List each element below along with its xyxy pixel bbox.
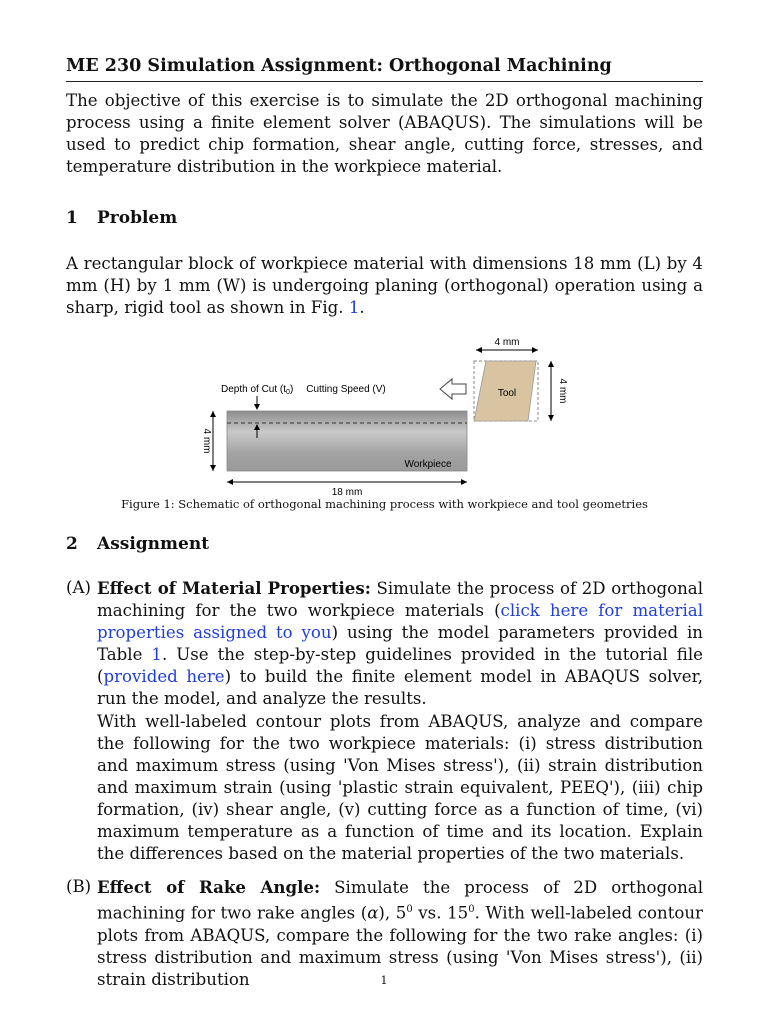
cutting-speed-label: Cutting Speed (V): [306, 384, 386, 395]
intro-paragraph: The objective of this exercise is to simulate the 2D orthogonal machining process using a finite element solver (ABAQUS). The simulations will be used to predict chip formation, shear angle, cutting force, stresses, and temperature distribution in the workpiece material.: [66, 91, 703, 176]
workpiece-height-label: 4 mm: [201, 428, 212, 454]
machining-schematic-figure: [66, 330, 703, 500]
depth-of-cut-label: Depth of Cut $(t_0)$: [221, 384, 294, 396]
item-label: (B): [66, 877, 92, 896]
arrow-up-icon: [210, 411, 216, 417]
tool-width-label: 4 mm: [494, 337, 520, 348]
problem-paragraph: [66, 253, 703, 319]
arrow-down-icon: [548, 415, 554, 421]
tutorial-file-link[interactable]: provided here: [103, 667, 225, 686]
tool-label: Tool: [497, 388, 517, 399]
table-reference-link[interactable]: 1: [151, 645, 162, 664]
tool-height-label: 4 mm: [557, 378, 568, 404]
section-number: 2: [66, 534, 78, 554]
problem-end: .: [359, 298, 365, 317]
item-b-paragraph: Effect of Rake Angle: Simulate the process of 2D orthogonal machining for two rake angles (α), $5^0$ vs. $15^0$. With well-labeled contour plots from ABAQUS, compare the following for the two rake angles: (i) stress distribution and maximum stress (using 'Von Mises stress'), (ii) strain distribution: [97, 877, 704, 989]
section-number: 1: [66, 208, 78, 228]
figure-reference-link[interactable]: 1: [348, 298, 360, 317]
section-1-heading: [66, 208, 177, 228]
item-b-heading: Effect of Rake Angle:: [97, 877, 321, 897]
workpiece-length-label: 18 mm: [331, 487, 363, 498]
arrow-right-icon: [461, 479, 467, 485]
figure-caption: Figure 1: Schematic of orthogonal machining process with workpiece and tool geometries: [121, 497, 648, 511]
arrow-down-icon: [210, 465, 216, 471]
item-a-paragraph-2: With well-labeled contour plots from ABAQUS, analyze and compare the following for the two workpiece materials: (i) stress distribution and maximum stress (using 'Von Mises stress'), (ii) strain distribution and maximum strain (using 'plastic strain equivalent, PEEQ'), (iii) chip formation, (iv) shear angle, (v) cutting force as a function of time, (vi) maximum temperature as a function of time and its location. Explain the differences based on the material properties of the two materials.: [97, 712, 703, 863]
page-number: 1: [380, 974, 388, 987]
problem-text: A rectangular block of workpiece material with dimensions 18 mm (L) by 4 mm (H) by 1 mm (W) is undergoing planing (orthogonal) operation using a sharp, rigid tool as shown in Fig.: [66, 254, 703, 317]
section-title: Assignment: [97, 534, 210, 554]
arrow-left-icon: [227, 479, 233, 485]
arrow-right-icon: [532, 347, 538, 353]
workpiece-label: Workpiece: [404, 459, 452, 470]
section-2-heading: [66, 534, 209, 554]
section-title: Problem: [97, 208, 178, 228]
item-a-paragraph-1: Effect of Material Properties: Simulate the process of 2D orthogonal machining for the two workpiece materials (click here for material properties assigned to you) using the model parameters provided in Table 1. Use the step-by-step guidelines provided in the tutorial file (provided here) to build the finite element model in ABAQUS solver, run the model, and analyze the results.: [97, 578, 704, 708]
item-a-heading: Effect of Material Properties:: [97, 578, 371, 598]
material-properties-link[interactable]: click here for material properties assigned to you: [97, 601, 703, 642]
page-title: ME 230 Simulation Assignment: Orthogonal Machining: [66, 56, 703, 82]
depth-arrow-down-icon: [254, 404, 260, 410]
cutting-direction-arrow-icon: [440, 379, 466, 399]
item-label: (A): [66, 578, 91, 597]
arrow-up-icon: [548, 361, 554, 367]
arrow-left-icon: [476, 347, 482, 353]
